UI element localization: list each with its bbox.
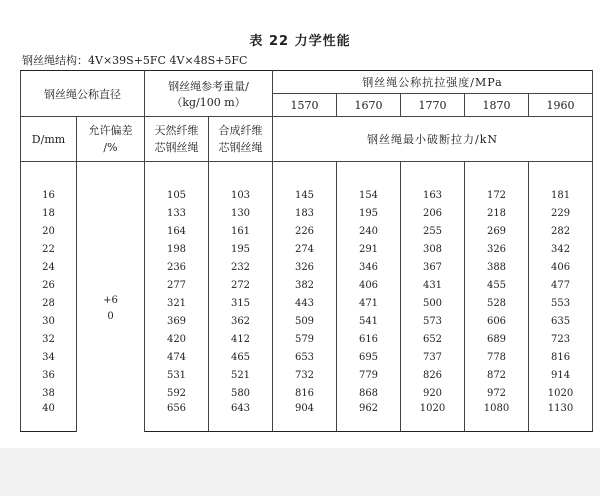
- cell-f1960: 282: [529, 222, 593, 240]
- cell-f1570: 326: [273, 258, 337, 276]
- cell-f1570: 226: [273, 222, 337, 240]
- header-natural-fiber-line1: 天然纤维: [154, 124, 199, 137]
- cell-w-syn: 580: [209, 384, 273, 402]
- cell-f1870: 606: [465, 312, 529, 330]
- cell-f1960: 229: [529, 204, 593, 222]
- cell-w-nat: 474: [145, 348, 209, 366]
- spacer-row: [21, 162, 593, 187]
- header-tolerance-label: 允许偏差: [88, 124, 133, 137]
- cell-f1870: 778: [465, 348, 529, 366]
- cell-f1870: 218: [465, 204, 529, 222]
- cell-w-syn: 161: [209, 222, 273, 240]
- cell-f1670: 346: [337, 258, 401, 276]
- cell-f1960: 342: [529, 240, 593, 258]
- header-reference-weight-label: 钢丝绳参考重量/: [168, 79, 249, 93]
- cell-f1670: 154: [337, 186, 401, 204]
- cell-f1960: 635: [529, 312, 593, 330]
- cell-f1960: 1130: [529, 402, 593, 432]
- cell-f1670: 195: [337, 204, 401, 222]
- header-reference-weight-unit: （kg/100 m）: [171, 95, 246, 109]
- cell-d: 32: [21, 330, 77, 348]
- header-natural-fiber: [145, 117, 209, 162]
- cell-d: 34: [21, 348, 77, 366]
- cell-f1960: 181: [529, 186, 593, 204]
- cell-f1870: 388: [465, 258, 529, 276]
- cell-f1770: 308: [401, 240, 465, 258]
- cell-f1770: 826: [401, 366, 465, 384]
- cell-w-nat: 133: [145, 204, 209, 222]
- cell-f1770: 1020: [401, 402, 465, 432]
- cell-w-nat: 656: [145, 402, 209, 432]
- header-grade-1870: 1870: [465, 94, 529, 117]
- cell-f1960: 1020: [529, 384, 593, 402]
- cell-d: 22: [21, 240, 77, 258]
- table-body: [21, 162, 593, 432]
- cell-f1960: 914: [529, 366, 593, 384]
- cell-f1770: 920: [401, 384, 465, 402]
- header-min-breaking-force: 钢丝绳最小破断拉力/kN: [273, 117, 593, 162]
- cell-f1870: 689: [465, 330, 529, 348]
- cell-d: 16: [21, 186, 77, 204]
- cell-f1870: 972: [465, 384, 529, 402]
- cell-f1670: 471: [337, 294, 401, 312]
- header-synthetic-fiber: [209, 117, 273, 162]
- cell-f1770: 431: [401, 276, 465, 294]
- cell-w-syn: 412: [209, 330, 273, 348]
- cell-d: 30: [21, 312, 77, 330]
- cell-w-nat: 236: [145, 258, 209, 276]
- cell-f1570: 382: [273, 276, 337, 294]
- cell-w-syn: 465: [209, 348, 273, 366]
- cell-f1670: 240: [337, 222, 401, 240]
- cell-w-syn: 272: [209, 276, 273, 294]
- cell-f1960: 816: [529, 348, 593, 366]
- cell-f1870: 269: [465, 222, 529, 240]
- cell-f1670: 406: [337, 276, 401, 294]
- header-d-mm: D/mm: [21, 117, 77, 162]
- cell-w-syn: 130: [209, 204, 273, 222]
- cell-d: 38: [21, 384, 77, 402]
- header-reference-weight: [145, 71, 273, 117]
- cell-w-nat: 592: [145, 384, 209, 402]
- cell-f1960: 553: [529, 294, 593, 312]
- cell-d: 20: [21, 222, 77, 240]
- cell-f1570: 816: [273, 384, 337, 402]
- cell-f1960: 477: [529, 276, 593, 294]
- cell-f1960: 406: [529, 258, 593, 276]
- cell-w-nat: 105: [145, 186, 209, 204]
- cell-f1870: 1080: [465, 402, 529, 432]
- header-grade-1570: 1570: [273, 94, 337, 117]
- cell-f1570: 443: [273, 294, 337, 312]
- cell-w-syn: 103: [209, 186, 273, 204]
- cell-w-nat: 531: [145, 366, 209, 384]
- mechanical-properties-table: [20, 70, 593, 432]
- header-synthetic-fiber-line2: 芯钢丝绳: [218, 141, 263, 154]
- cell-f1670: 291: [337, 240, 401, 258]
- cell-f1870: 455: [465, 276, 529, 294]
- cell-f1670: 779: [337, 366, 401, 384]
- cell-f1670: 962: [337, 402, 401, 432]
- cell-f1570: 732: [273, 366, 337, 384]
- cell-w-nat: 198: [145, 240, 209, 258]
- cell-f1670: 541: [337, 312, 401, 330]
- header-tolerance: [77, 117, 145, 162]
- cell-f1870: 326: [465, 240, 529, 258]
- cell-f1870: 872: [465, 366, 529, 384]
- header-nominal-diameter: 钢丝绳公称直径: [21, 71, 145, 117]
- cell-w-syn: 362: [209, 312, 273, 330]
- cell-f1570: 579: [273, 330, 337, 348]
- cell-f1670: 868: [337, 384, 401, 402]
- rope-structure-note: 钢丝绳结构：4V×39S+5FC 4V×48S+5FC: [22, 54, 248, 67]
- cell-f1570: 274: [273, 240, 337, 258]
- cell-w-nat: 321: [145, 294, 209, 312]
- cell-f1570: 653: [273, 348, 337, 366]
- table-row: [21, 186, 593, 204]
- cell-f1870: 528: [465, 294, 529, 312]
- cell-f1770: 206: [401, 204, 465, 222]
- cell-d: 26: [21, 276, 77, 294]
- cell-d: 18: [21, 204, 77, 222]
- cell-f1770: 500: [401, 294, 465, 312]
- cell-w-syn: 315: [209, 294, 273, 312]
- header-synthetic-fiber-line1: 合成纤维: [218, 124, 263, 137]
- cell-f1770: 737: [401, 348, 465, 366]
- header-natural-fiber-line2: 芯钢丝绳: [154, 141, 199, 154]
- cell-f1670: 695: [337, 348, 401, 366]
- cell-f1570: 904: [273, 402, 337, 432]
- cell-f1570: 183: [273, 204, 337, 222]
- cell-w-syn: 643: [209, 402, 273, 432]
- tolerance-cell: [77, 186, 145, 432]
- cell-w-nat: 164: [145, 222, 209, 240]
- bottom-band: [0, 448, 600, 496]
- header-grade-1960: 1960: [529, 94, 593, 117]
- cell-w-nat: 369: [145, 312, 209, 330]
- cell-w-syn: 195: [209, 240, 273, 258]
- cell-d: 36: [21, 366, 77, 384]
- cell-f1870: 172: [465, 186, 529, 204]
- cell-f1570: 145: [273, 186, 337, 204]
- cell-f1770: 573: [401, 312, 465, 330]
- cell-f1670: 616: [337, 330, 401, 348]
- cell-w-nat: 420: [145, 330, 209, 348]
- cell-w-nat: 277: [145, 276, 209, 294]
- header-grade-1670: 1670: [337, 94, 401, 117]
- table-title: 表 22 力学性能: [249, 34, 351, 49]
- tolerance-plus: +6: [103, 294, 118, 306]
- cell-d: 24: [21, 258, 77, 276]
- cell-d: 28: [21, 294, 77, 312]
- cell-f1770: 255: [401, 222, 465, 240]
- header-grade-1770: 1770: [401, 94, 465, 117]
- header-tolerance-unit: /%: [103, 141, 118, 154]
- cell-f1960: 723: [529, 330, 593, 348]
- cell-f1770: 163: [401, 186, 465, 204]
- cell-w-syn: 232: [209, 258, 273, 276]
- header-tensile-grade: 钢丝绳公称抗拉强度/MPa: [273, 71, 593, 94]
- cell-f1570: 509: [273, 312, 337, 330]
- cell-f1770: 652: [401, 330, 465, 348]
- cell-f1770: 367: [401, 258, 465, 276]
- cell-d: 40: [21, 402, 77, 432]
- tolerance-minus: 0: [107, 310, 114, 322]
- cell-w-syn: 521: [209, 366, 273, 384]
